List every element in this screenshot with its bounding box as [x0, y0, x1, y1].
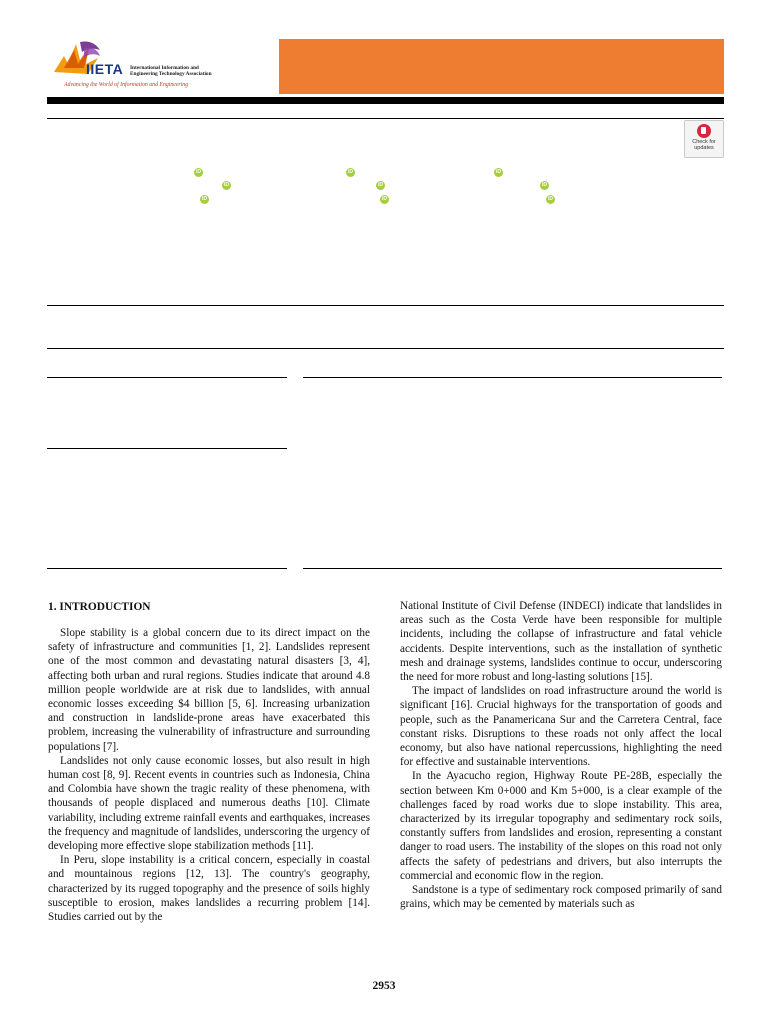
check-for-updates-label: Check for updates [692, 139, 716, 151]
orcid-icon[interactable]: iD [224, 182, 229, 188]
section-heading: 1. INTRODUCTION [48, 601, 151, 613]
orcid-icon[interactable]: iD [496, 169, 501, 175]
body-paragraph: In Peru, slope instability is a critical concern, especially in coastal and mountainous regions [12, 13]. The country's geography, characterized by its rugged topography and the presence of soils highly susceptible to erosion, makes landslides a recurring problem [14]. Studies carried out by the [48, 854, 370, 924]
orcid-icon[interactable]: iD [378, 182, 383, 188]
body-paragraph: In the Ayacucho region, Highway Route PE-28B, especially the section between Km 0+000 and Km 5+000, is a clear example of the challenges faced by road works due to slope instability. This area, characterized by its irregular topography and sedimentary rock soils, constantly suffers from landslides and erosion, representing a constant danger to road users. The instability of the slopes on this road not only affects the safety of pedestrians and drivers, but also interrupts the commercial and economic flow in the region. [400, 770, 722, 882]
journal-logo [50, 38, 244, 94]
header-orange-banner [279, 39, 724, 94]
body-paragraph: Slope stability is a global concern due to its direct impact on the safety of infrastructure and communities [1, 2]. Landslides represent one of the most common and devastating natural disasters [3, 4], affecting both urban and rural regions. Studies indicate that around 4.8 million people worldwide are at risk due to landslides, with annual economic losses exceeding $4 billion [5, 6]. Increasing urbanization and construction in landslide-prone areas have exacerbated this problem, increasing the vulnerability of infrastructure and surrounding populations [7]. [48, 627, 370, 753]
logo-org-line2: Engineering Technology Association [130, 71, 212, 78]
logo-org-line1: International Information and [130, 65, 199, 71]
left-column [48, 600, 370, 924]
logo-letters: IIETA [86, 61, 124, 77]
affiliation-bottom-rule [47, 305, 724, 306]
orcid-icon[interactable]: iD [548, 196, 553, 202]
page-number: 2953 [372, 980, 396, 992]
check-for-updates-icon [697, 124, 711, 138]
body-paragraph: National Institute of Civil Defense (INDECI) indicate that landslides in areas such as the Costa Verde have been responsible for multiple incidents, including the collapse of infrastructure and fatal vehicle accidents. Despite interventions, such as the installation of synthetic mesh and drainage systems, landslides continue to occur, underscoring the need for more robust and long-lasting solutions [15]. [400, 600, 722, 684]
body-paragraph: Landslides not only cause economic losses, but also result in high human cost [8, 9]. Recent events in countries such as Indonesia, China and Colombia have shown the tragic reality of these phenomena, with thousands of people displaced and numerous deaths [10]. Climate variability, including extreme rainfall events and earthquakes, increases the frequency and magnitude of landslides, underscoring the urgency of developing more effective slope stabilization methods [11]. [48, 754, 370, 853]
abstract-top-rule [303, 377, 722, 378]
article-info-bottom-rule [47, 568, 287, 569]
check-for-updates-button[interactable] [684, 120, 724, 158]
title-top-rule [47, 118, 724, 119]
right-column [400, 599, 722, 911]
orcid-icon[interactable]: iD [202, 196, 207, 202]
body-paragraph: Sandstone is a type of sedimentary rock composed primarily of sand grains, which may be cemented by materials such as [400, 884, 722, 911]
orcid-icon[interactable]: iD [196, 169, 201, 175]
orcid-icon[interactable]: iD [542, 182, 547, 188]
article-info-top-rule [47, 377, 287, 378]
abstract-bottom-rule [303, 568, 722, 569]
article-info-divider [47, 448, 287, 449]
logo-tagline: Advancing the World of Information and Engineering [64, 82, 189, 88]
correspondence-bottom-rule [47, 348, 724, 349]
header-black-rule [47, 97, 724, 104]
orcid-icon[interactable]: iD [348, 169, 353, 175]
orcid-icon[interactable]: iD [382, 196, 387, 202]
logo-organization-name [130, 65, 250, 77]
body-paragraph: The impact of landslides on road infrastructure around the world is significant [16]. Crucial highways for the transportation of goods and people, such as the Panamericana Sur and the Carretera Central, face constant risks. Disruptions to these roads not only affect the local economy, but also have national repercussions, highlighting the need for effective and sustainable interventions. [400, 685, 722, 769]
